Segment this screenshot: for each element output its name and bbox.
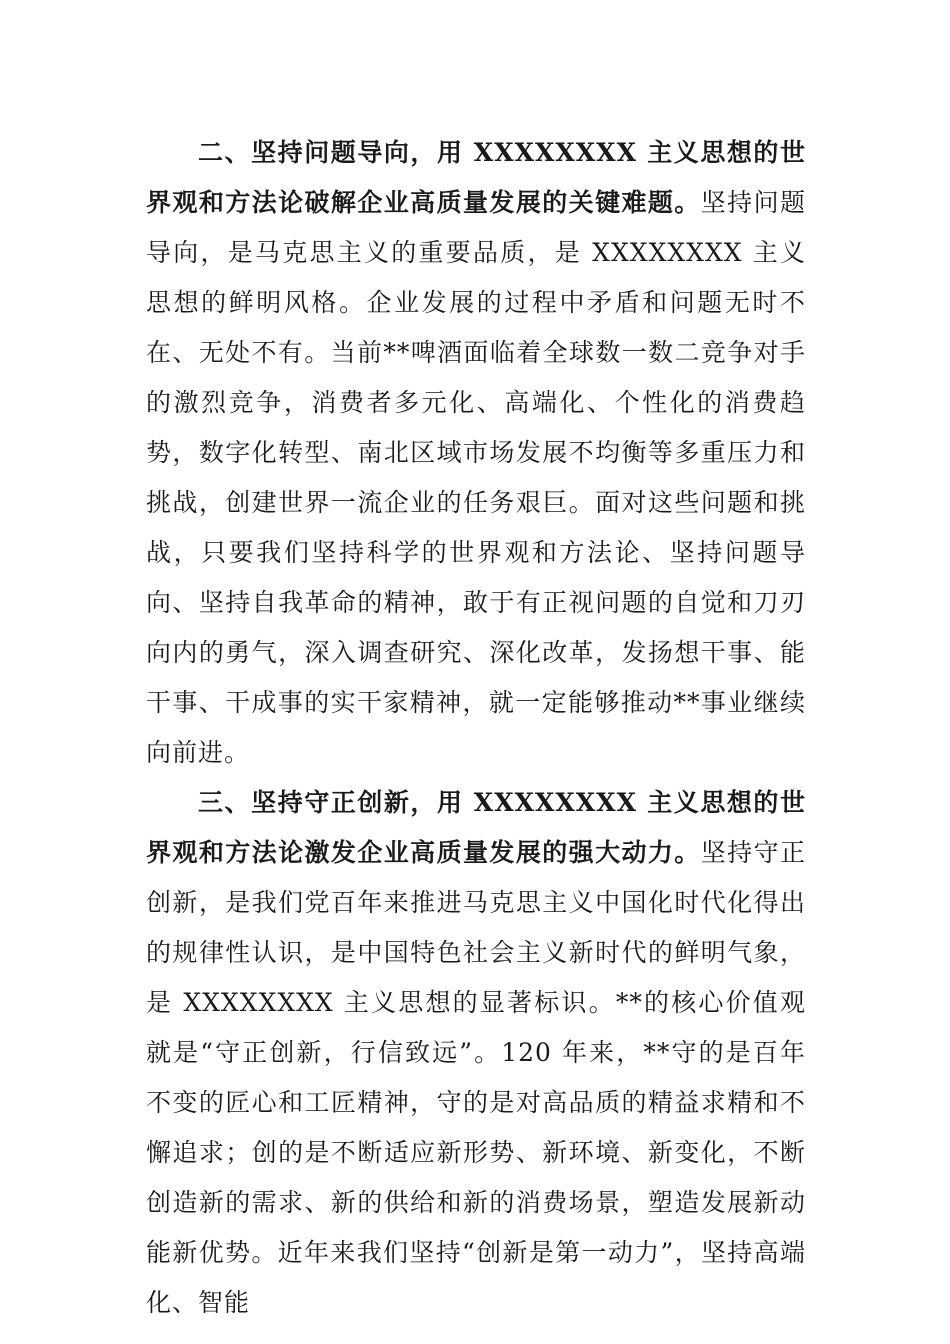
section-three-heading: 三、坚持守正创新，用 XXXXXXXX 主义思想的世界观和方法论激发企业高质量发展的强大动力。 [146, 788, 806, 867]
document-body [146, 128, 806, 1328]
section-two-heading: 二、坚持问题导向，用 XXXXXXXX 主义思想的世界观和方法论破解企业高质量发展的关键难题。 [146, 138, 806, 217]
section-two-text: 坚持问题导向，是马克思主义的重要品质，是 XXXXXXXX 主义思想的鲜明风格。企业发展的过程中矛盾和问题无时不在、无处不有。当前**啤酒面临着全球数一数二竞争对手的激烈竞争，消费者多元化、高端化、个性化的消费趋势，数字化转型、南北区域市场发展不均衡等多重压力和挑战，创建世界一流企业的任务艰巨。面对这些问题和挑战，只要我们坚持科学的世界观和方法论、坚持问题导向、坚持自我革命的精神，敢于有正视问题的自觉和刀刃向内的勇气，深入调查研究、深化改革，发扬想干事、能干事、干成事的实干家精神，就一定能够推动**事业继续向前进。 [146, 188, 806, 767]
section-three-text: 坚持守正创新，是我们党百年来推进马克思主义中国化时代化得出的规律性认识，是中国特色社会主义新时代的鲜明气象，是 XXXXXXXX 主义思想的显著标识。**的核心价值观就是“守正创新，行信致远”。120 年来，**守的是百年不变的匠心和工匠精神，守的是对高品质的精益求精和不懈追求；创的是不断适应新形势、新环境、新变化，不断创造新的需求、新的供给和新的消费场景，塑造发展新动能新优势。近年来我们坚持“创新是第一动力”，坚持高端化、智能 [146, 838, 806, 1317]
paragraph-section-two [146, 128, 806, 778]
paragraph-section-three [146, 778, 806, 1328]
